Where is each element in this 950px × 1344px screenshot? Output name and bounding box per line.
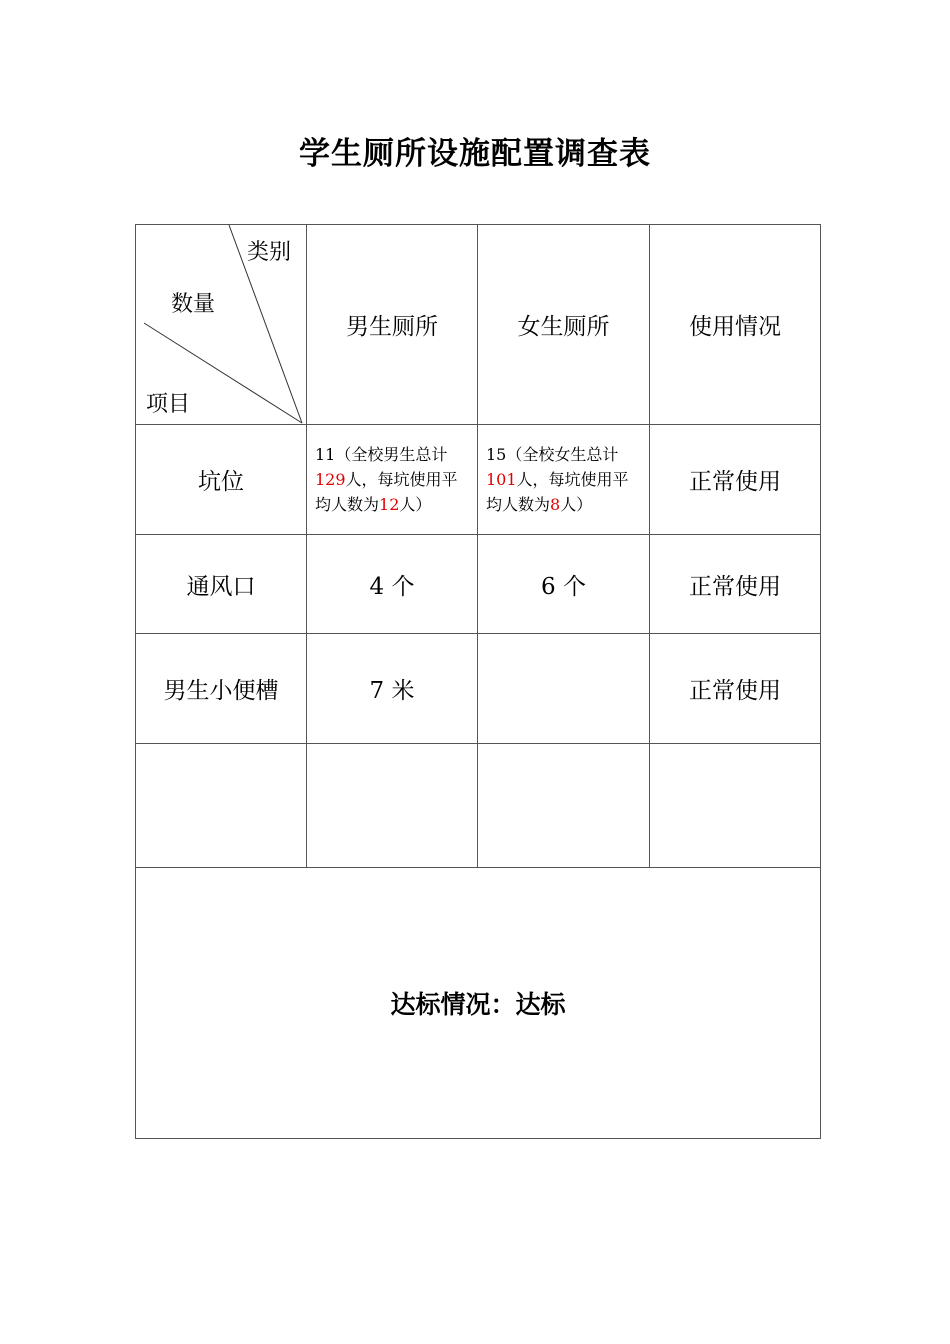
row-label-pit: 坑位 bbox=[136, 425, 307, 535]
vent-girls: 6 个 bbox=[478, 535, 650, 634]
pit-girls-total: 101 bbox=[486, 470, 517, 489]
table-row-empty bbox=[136, 744, 821, 868]
pit-girls-suffix: 人） bbox=[560, 495, 593, 514]
vent-status: 正常使用 bbox=[650, 535, 821, 634]
pit-status: 正常使用 bbox=[650, 425, 821, 535]
pit-girls-cell bbox=[478, 425, 650, 535]
empty-cell bbox=[650, 744, 821, 868]
pit-boys-total: 129 bbox=[315, 470, 346, 489]
table-row bbox=[136, 634, 821, 744]
header-usage: 使用情况 bbox=[650, 225, 821, 425]
vent-boys: 4 个 bbox=[307, 535, 478, 634]
empty-cell bbox=[307, 744, 478, 868]
pit-boys-suffix: 人） bbox=[399, 495, 432, 514]
header-corner-cell bbox=[136, 225, 307, 425]
pit-boys-mid: 人，每坑使用平均人数为 bbox=[315, 470, 458, 514]
table-row bbox=[136, 425, 821, 535]
pit-girls-mid: 人，每坑使用平均人数为 bbox=[486, 470, 629, 514]
corner-category-label: 类别 bbox=[247, 240, 292, 265]
page-title: 学生厕所设施配置调查表 bbox=[299, 136, 651, 172]
corner-quantity-label: 数量 bbox=[171, 292, 216, 317]
pit-girls-avg: 8 bbox=[550, 495, 561, 514]
pit-girls-count: 15 bbox=[486, 445, 507, 464]
table-row bbox=[136, 535, 821, 634]
pit-boys-count: 11 bbox=[315, 445, 336, 464]
header-girls: 女生厕所 bbox=[478, 225, 650, 425]
header-boys: 男生厕所 bbox=[307, 225, 478, 425]
pit-boys-prefix: （全校男生总计 bbox=[335, 445, 448, 464]
urinal-girls bbox=[478, 634, 650, 744]
urinal-boys: 7 米 bbox=[307, 634, 478, 744]
summary-row bbox=[136, 868, 821, 1139]
empty-cell bbox=[478, 744, 650, 868]
corner-item-label: 项目 bbox=[146, 392, 191, 417]
table-header-row bbox=[136, 225, 821, 425]
summary-text: 达标情况：达标 bbox=[136, 868, 821, 1139]
pit-boys-avg: 12 bbox=[379, 495, 400, 514]
row-label-urinal: 男生小便槽 bbox=[136, 634, 307, 744]
row-label-vent: 通风口 bbox=[136, 535, 307, 634]
empty-cell bbox=[136, 744, 307, 868]
pit-girls-prefix: （全校女生总计 bbox=[506, 445, 619, 464]
urinal-status: 正常使用 bbox=[650, 634, 821, 744]
pit-boys-cell bbox=[307, 425, 478, 535]
survey-table bbox=[135, 224, 821, 1139]
